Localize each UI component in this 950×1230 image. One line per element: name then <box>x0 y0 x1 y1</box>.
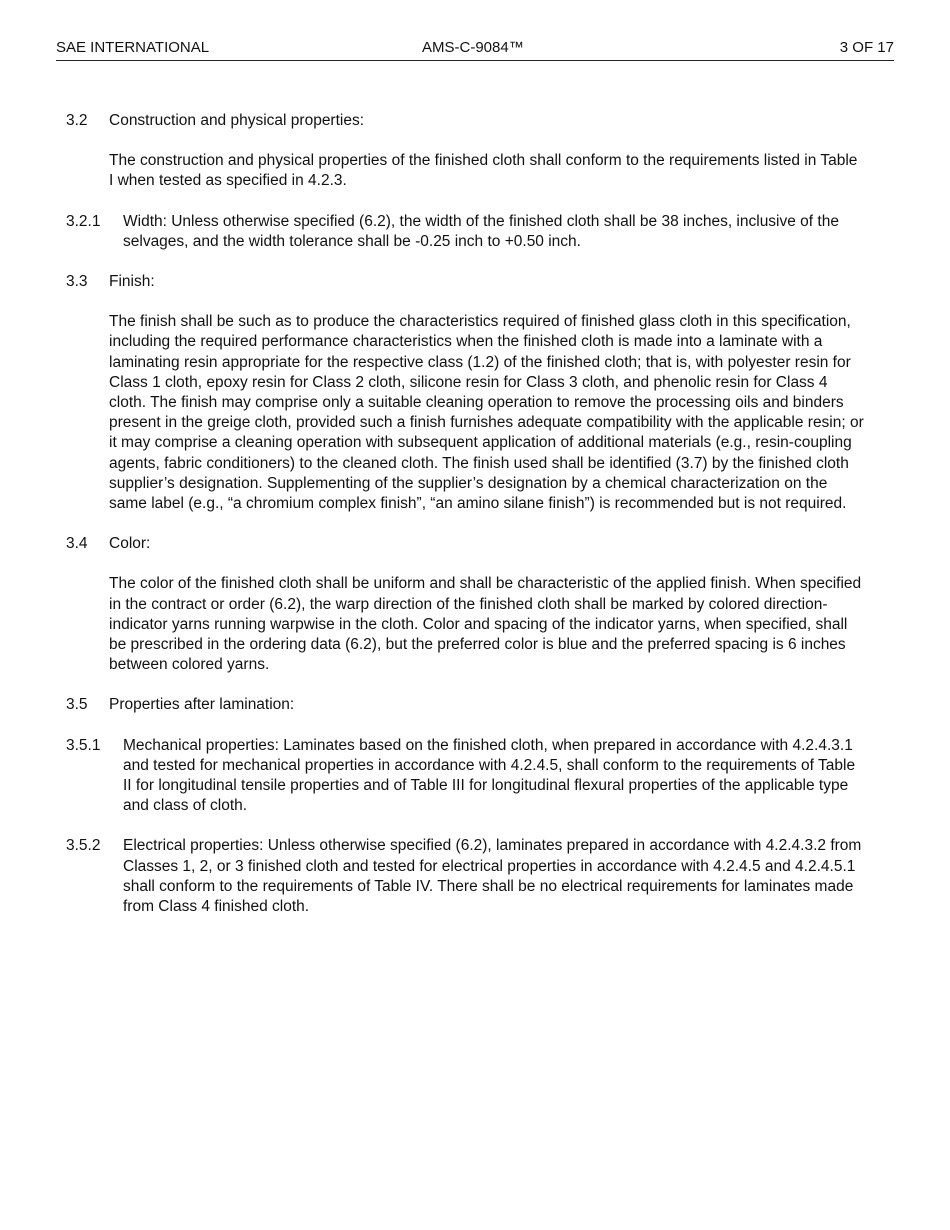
section-3-5-2-text: Electrical properties: Unless otherwise specified (6.2), laminates prepared in accordance with 4.2.4.3.2 from Classes 1, 2, or 3 finished cloth and tested for electrical properties in accordance with 4.2.4.5 and 4.2.4.5.1 shall conform to the requirements of Table IV. There shall be no electrical requirements for laminates made from Class 4 finished cloth. <box>123 837 862 916</box>
header-page-number: 3 OF 17 <box>839 39 894 56</box>
section-number: 3.4 <box>66 535 88 553</box>
section-number: 3.2.1 <box>66 212 101 230</box>
section-3-5-heading <box>66 695 866 715</box>
section-title: Properties after lamination: <box>109 696 295 714</box>
section-number: 3.3 <box>66 273 88 291</box>
section-3-3-heading <box>66 272 866 292</box>
header-organization: SAE INTERNATIONAL <box>56 39 210 56</box>
section-3-4-paragraph: The color of the finished cloth shall be uniform and shall be characteristic of the applied finish. When specified in the contract or order (6.2), the warp direction of the finished cloth shall be marked by colored direction-indicator yarns running warpwise in the cloth. Color and spacing of the indicator yarns, when specified, shall be prescribed in the ordering data (6.2), but the preferred color is blue and the preferred spacing is 6 inches between colored yarns. <box>109 575 862 674</box>
section-3-5-2 <box>66 836 866 917</box>
document-body <box>66 111 866 917</box>
section-3-5-1-text: Mechanical properties: Laminates based on the finished cloth, when prepared in accordance with 4.2.4.3.1 and tested for mechanical properties in accordance with 4.2.4.5, shall conform to the requirements of Table II for longitudinal tensile properties and of Table III for longitudinal flexural properties of the applicable type and class of cloth. <box>123 736 856 815</box>
header-document-number: AMS-C-9084™ <box>422 39 524 56</box>
section-title: Finish: <box>109 273 155 291</box>
section-3-3-paragraph: The finish shall be such as to produce the characteristics required of finished glass cloth in this specification, including the required performance characteristics when the finished cloth is made into a laminate with a laminating resin appropriate for the respective class (1.2) of the finished cloth; that is, with polyester resin for Class 1 cloth, epoxy resin for Class 2 cloth, silicone resin for Class 3 cloth, and phenolic resin for Class 4 cloth. The finish may comprise only a suitable cleaning operation to remove the processing oils and binders present in the greige cloth, provided such a finish furnishes adequate compatibility with the applicable resin; or it may comprise a cleaning operation with subsequent application of additional materials (e.g., resin-coupling agents, fabric conditioners) to the cleaned cloth. The finish used shall be identified (3.7) by the finished cloth supplier’s designation. Supplementing of the supplier’s designation by a chemical characterization on the same label (e.g., “a chromium complex finish”, “an amino silane finish”) is recommended but is not required. <box>109 313 864 513</box>
section-number: 3.2 <box>66 112 88 129</box>
section-3-2-1-text: Width: Unless otherwise specified (6.2), the width of the finished cloth shall be 38 inches, inclusive of the selvages, and the width tolerance shall be -0.25 inch to +0.50 inch. <box>123 212 839 250</box>
section-3-2-heading <box>66 111 866 131</box>
section-3-5-1 <box>66 736 866 817</box>
page-header <box>56 38 894 61</box>
section-3-4-heading <box>66 534 866 554</box>
section-title: Color: <box>109 535 151 553</box>
section-title: Construction and physical properties: <box>109 112 365 129</box>
section-number: 3.5.1 <box>66 736 101 754</box>
section-3-2-1 <box>66 212 866 252</box>
section-number: 3.5.2 <box>66 837 101 855</box>
section-3-2-paragraph: The construction and physical properties of the finished cloth shall conform to the requirements listed in Table I when tested as specified in 4.2.3. <box>109 152 858 190</box>
section-number: 3.5 <box>66 696 88 714</box>
